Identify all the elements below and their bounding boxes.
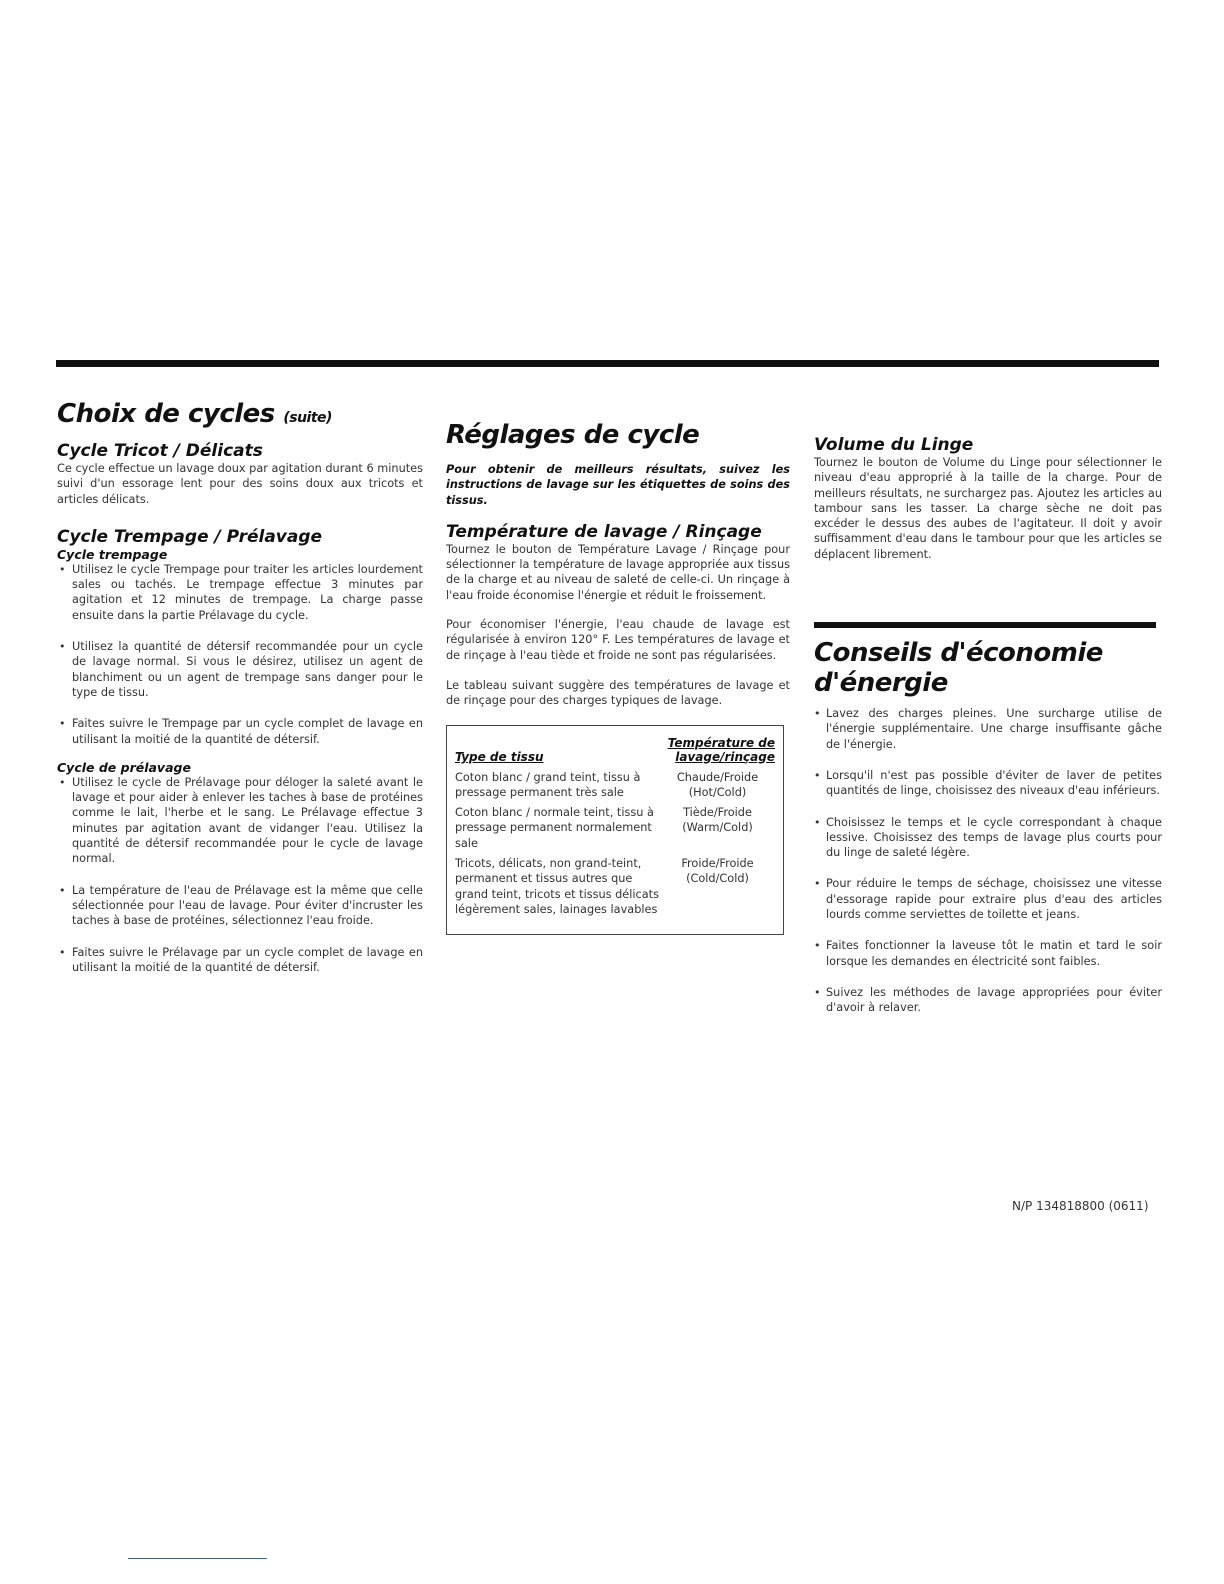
temp-en: (Cold/Cold) — [686, 872, 749, 886]
temp-fr: Froide/Froide — [681, 857, 754, 871]
list-prelavage — [57, 775, 423, 975]
lead-instructions: Pour obtenir de meilleurs résultats, suivez les instructions de lavage sur les étiquettes de soins des tissus. — [446, 463, 790, 507]
column-cycle-settings — [446, 420, 790, 935]
list-item: • Lorsqu'il n'est pas possible d'éviter de laver de petites quantités de linge, choisissez des niveaux d'eau inférieurs. — [814, 768, 1162, 799]
temp-en: (Warm/Cold) — [682, 821, 753, 835]
list-item: • Suivez les méthodes de lavage appropriées pour éviter d'avoir à relaver. — [814, 985, 1162, 1016]
text-temperature-3: Le tableau suivant suggère des températures de lavage et de rinçage pour des charges typiques de lavage. — [446, 678, 790, 708]
cell-temperature — [660, 854, 775, 920]
list-item: • Lavez des charges pleines. Une surcharge utilise de l'énergie supplémentaire. Une charge insuffisante gâche de l'énergie. — [814, 706, 1162, 752]
text-temperature-2: Pour économiser l'énergie, l'eau chaude de lavage est régularisée à environ 120° F. Les températures de lavage et de rinçage à l'eau tiède et froide ne sont pas régularisées. — [446, 618, 790, 662]
cell-temperature — [660, 803, 775, 854]
cell-fabric: Tricots, délicats, non grand-teint, permanent et tissus autres que grand teint, tricots et tissus délicats légèrement sales, lainages lavables — [455, 857, 659, 916]
column-cycle-selection — [57, 399, 423, 975]
list-item: • Pour réduire le temps de séchage, choisissez une vitesse d'essorage rapide pour extraire plus d'eau des articles lourds comme serviettes de toilette et jeans. — [814, 876, 1162, 922]
temp-fr: Tiède/Froide — [683, 806, 752, 820]
cell-fabric: Coton blanc / grand teint, tissu à pressage permanent très sale — [455, 770, 641, 799]
section-title-reglages: Réglages de cycle — [446, 420, 700, 450]
list-energy-tips — [814, 706, 1162, 1015]
list-item: • La température de l'eau de Prélavage est la même que celle sélectionnée pour l'eau de lavage. Pour éviter d'incruster les taches à base de protéines, sélectionnez l'eau froide. — [57, 883, 423, 929]
title-text: Choix de cycles — [57, 399, 275, 429]
column-header-temperature — [660, 736, 775, 768]
text-cycle-tricot: Ce cycle effectue un lavage doux par agitation durant 6 minutes suivi d'un essorage lent pour des soins doux aux tricots et articles délicats. — [57, 462, 423, 506]
list-item: • Utilisez le cycle de Prélavage pour déloger la saleté avant le lavage et pour aider à enlever les taches à base de protéines comme le lait, l'herbe et le sang. Le Prélavage effectue 3 minutes par agitation avant de vidanger l'eau. Utilisez la quantité de détersif recommandée pour le cycle de lavage normal. — [57, 775, 423, 867]
heading-temperature: Température de lavage / Rinçage — [446, 521, 762, 542]
heading-volume: Volume du Linge — [814, 435, 974, 455]
table-row — [455, 768, 775, 804]
list-item: • Faites fonctionner la laveuse tôt le matin et tard le soir lorsque les demandes en électricité sont faibles. — [814, 938, 1162, 969]
top-divider-rule — [56, 360, 1159, 367]
column-header-fabric: Type de tissu — [455, 749, 544, 764]
temperature-table-box — [446, 725, 784, 936]
temp-en: (Hot/Cold) — [688, 785, 747, 799]
list-item: • Faites suivre le Prélavage par un cycle complet de lavage en utilisant la moitié de la quantité de détersif. — [57, 945, 423, 976]
section-title-conseils: Conseils d'économie d'énergie — [814, 638, 1103, 699]
cell-fabric: Coton blanc / normale teint, tissu à pressage permanent normalement sale — [455, 806, 654, 850]
heading-cycle-trempage: Cycle Trempage / Prélavage — [57, 526, 323, 547]
list-item: • Choisissez le temps et le cycle correspondant à chaque lessive. Choisissez des temps de lavage plus courts pour du linge de saleté légère. — [814, 815, 1162, 861]
title-suffix: (suite) — [283, 410, 332, 426]
list-item: • Faites suivre le Trempage par un cycle complet de lavage en utilisant la moitié de la quantité de détersif. — [57, 716, 423, 747]
text-volume: Tournez le bouton de Volume du Linge pour sélectionner le niveau d'eau approprié à la taille de la charge. Pour de meilleurs résultats, ne surchargez pas. Ajoutez les articles au tambour sans les tasser. La charge sèche ne doit pas excéder le dessus des aubes de l'agitateur. Il doit y avoir suffisamment d'eau dans le tambour pour que les articles se déplacent librement. — [814, 456, 1162, 561]
table-row — [455, 854, 775, 920]
text-temperature-1: Tournez le bouton de Température Lavage / Rinçage pour sélectionner la température de lavage appropriée aux tissus de la charge et au niveau de saleté de celle-ci. Un rinçage à l'eau froide économise l'énergie et réduit le froissement. — [446, 542, 790, 602]
cell-temperature — [660, 768, 775, 804]
table-row — [455, 803, 775, 854]
temperature-table — [455, 736, 775, 921]
section-title-choix-de-cycles — [57, 399, 423, 433]
header-temp-bottom: lavage/rinçage — [675, 749, 775, 764]
temp-fr: Chaude/Froide — [676, 770, 759, 784]
bottom-blue-line — [128, 1558, 267, 1559]
part-number: N/P 134818800 (0611) — [1012, 1199, 1149, 1213]
column-volume-and-tips — [814, 435, 1162, 1016]
subheading-cycle-prelavage: Cycle de prélavage — [57, 759, 191, 775]
subheading-cycle-trempage: Cycle trempage — [57, 546, 168, 562]
heading-cycle-tricot: Cycle Tricot / Délicats — [57, 441, 263, 461]
header-temp-top: Température de — [667, 735, 775, 750]
list-item: • Utilisez la quantité de détersif recommandée pour un cycle de lavage normal. Si vous le désirez, utilisez un agent de blanchiment ou un agent de trempage sans danger pour le type de tissu. — [57, 639, 423, 700]
section-divider-rule — [814, 622, 1156, 628]
list-trempage — [57, 562, 423, 747]
list-item: • Utilisez le cycle Trempage pour traiter les articles lourdement sales ou tachés. Le trempage effectue 3 minutes par agitation et 12 minutes de trempage. La charge passe ensuite dans la partie Prélavage du cycle. — [57, 562, 423, 623]
